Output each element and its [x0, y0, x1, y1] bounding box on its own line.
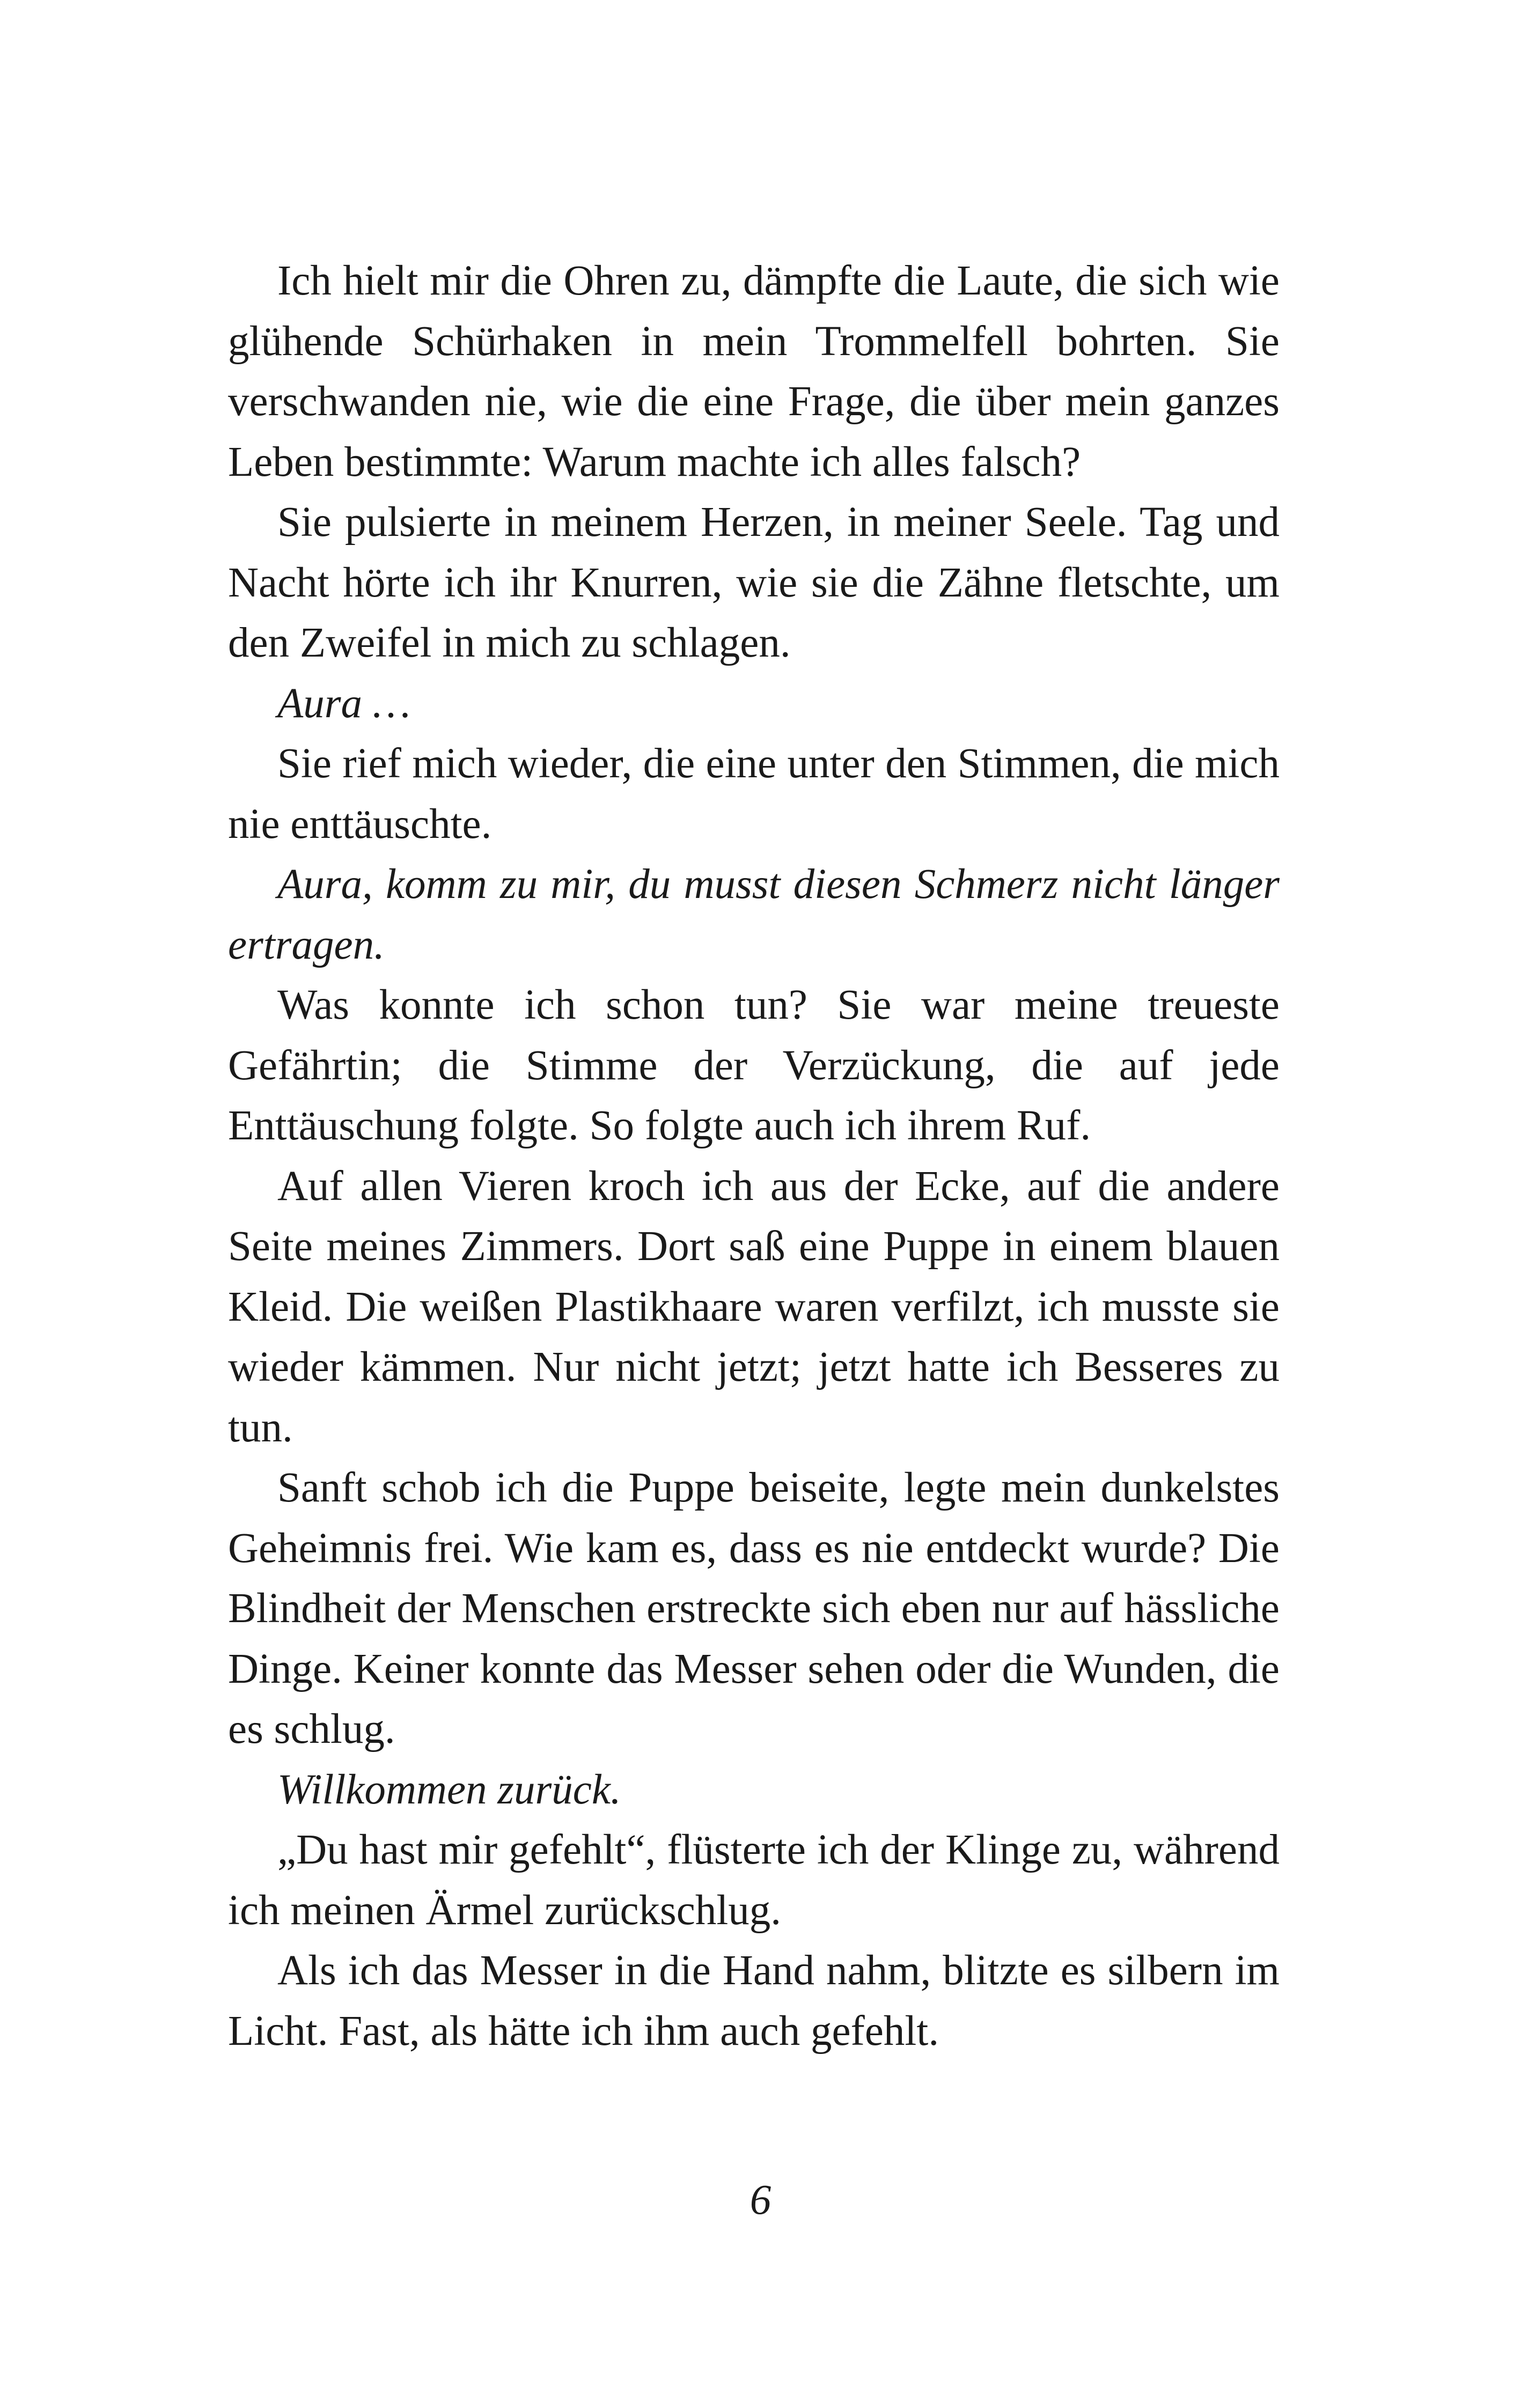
paragraph: Sanft schob ich die Puppe beiseite, legte mein dunkelstes Geheimnis frei. Wie kam es, dass es nie entdeckt wurde? Die Blindheit der Menschen erstreckte sich eben nur auf hässliche Dinge. Keiner konnte das Messer sehen oder die Wunden, die es schlug.: [228, 1464, 1280, 1752]
paragraph: Sie rief mich wieder, die eine unter den Stimmen, die mich nie enttäuschte.: [228, 740, 1280, 848]
paragraph: Ich hielt mir die Ohren zu, dämpfte die Laute, die sich wie glühende Schürhaken in mein Trommelfell bohrten. Sie verschwanden nie, wie die eine Frage, die über mein ganzes Leben bestimmte: Warum machte ich alles falsch?: [228, 257, 1280, 485]
italic-line: Aura, komm zu mir, du musst diesen Schmerz nicht länger ertragen.: [228, 861, 1280, 968]
paragraph: „Du hast mir gefehlt“, flüsterte ich der Klinge zu, während ich meinen Ärmel zurückschlug.: [228, 1827, 1280, 1934]
page-number: 6: [750, 2177, 771, 2223]
italic-line: Willkommen zurück.: [277, 1766, 621, 1813]
paragraph: Als ich das Messer in die Hand nahm, blitzte es silbern im Licht. Fast, als hätte ich ihm auch gefehlt.: [228, 1947, 1280, 2054]
paragraph: Sie pulsierte in meinem Herzen, in meiner Seele. Tag und Nacht hörte ich ihr Knurren, wie sie die Zähne fletschte, um den Zweifel in mich zu schlagen.: [228, 499, 1280, 666]
paragraph: Was konnte ich schon tun? Sie war meine treueste Gefährtin; die Stimme der Verzückung, die auf jede Enttäuschung folgte. So folgte auch ich ihrem Ruf.: [228, 982, 1280, 1149]
paragraph: Auf allen Vieren kroch ich aus der Ecke, auf die andere Seite meines Zimmers. Dort saß eine Puppe in einem blauen Kleid. Die weißen Plastikhaare waren verfilzt, ich musste sie wieder kämmen. Nur nicht jetzt; jetzt hatte ich Besseres zu tun.: [228, 1162, 1280, 1451]
body-text: [228, 251, 1280, 2061]
italic-line: Aura …: [277, 680, 410, 727]
